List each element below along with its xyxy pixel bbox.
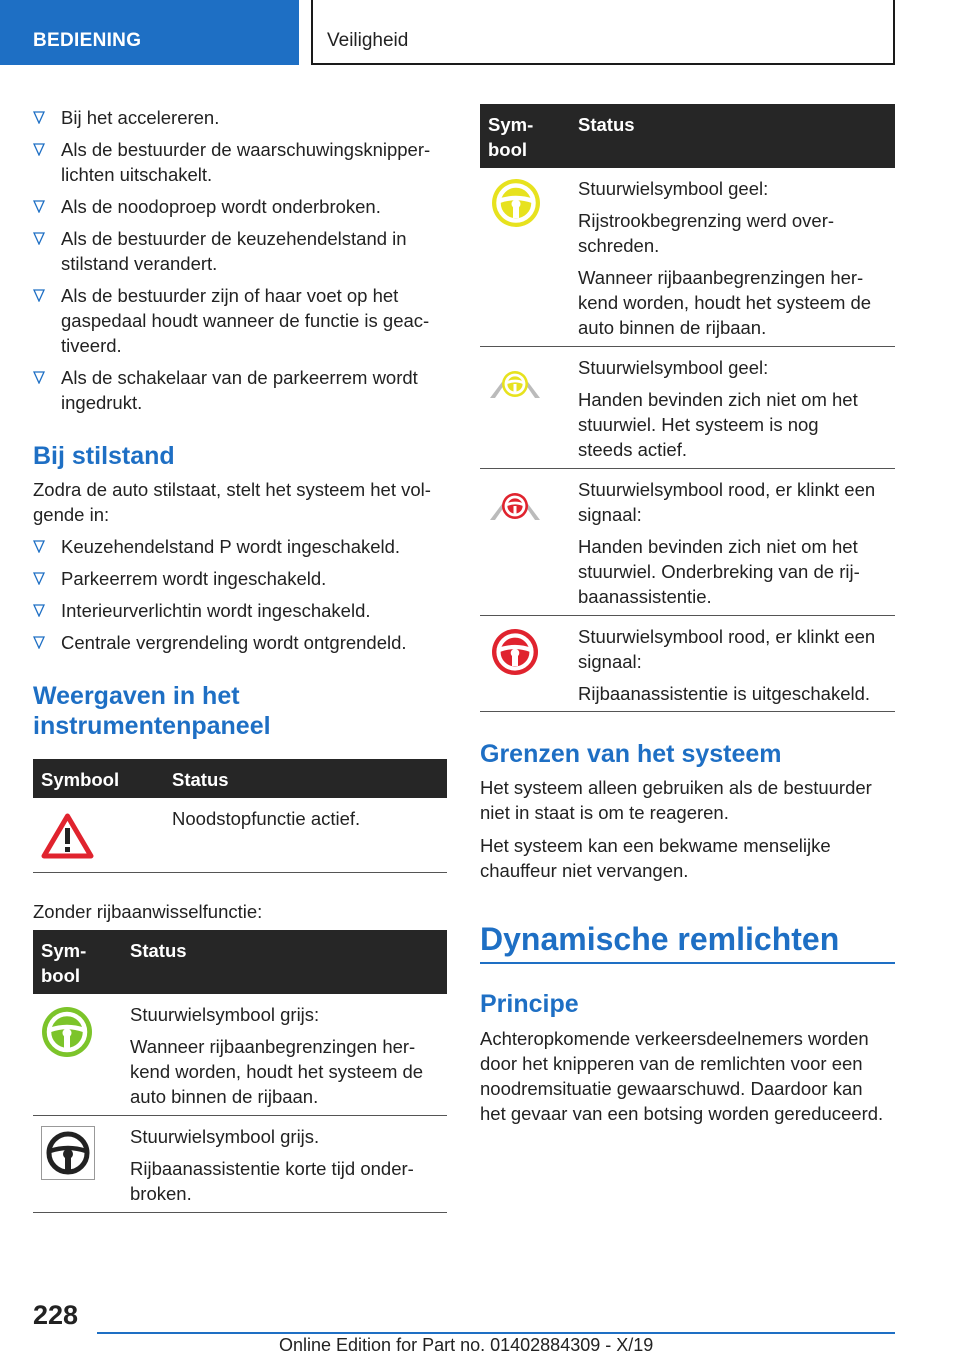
list-item: Als de schakelaar van de parkeerrem wordt ingedrukt. [33, 365, 418, 415]
steering-wheel-yellow-icon [491, 178, 541, 228]
table-divider [33, 1115, 447, 1116]
triangle-bullet-icon [33, 604, 45, 617]
warning-triangle-icon [41, 813, 94, 859]
triangle-bullet-icon [33, 143, 45, 156]
steering-wheel-green-icon [41, 1006, 93, 1058]
col-symbool: Symbool [41, 769, 120, 790]
triangle-bullet-icon [33, 289, 45, 302]
section-title: BEDIENING [33, 30, 142, 51]
heading-principe: Principe [480, 990, 579, 1018]
triangle-bullet-icon [33, 636, 45, 649]
steering-wheel-red-icon [491, 628, 539, 676]
table-cell-status: Wanneer rijbaanbegrenzingen her- kend worden, houdt het systeem de auto binnen de rijbaan. [130, 1036, 424, 1107]
heading-grenzen: Grenzen van het systeem [480, 740, 782, 768]
page-number: 228 [33, 1300, 79, 1330]
list-item: Als de bestuurder de waarschuwingsknipper- lichten uitschakelt. [33, 137, 430, 187]
table-cell-status: Stuurwielsymbool grijs. [130, 1126, 320, 1147]
table-divider [480, 615, 895, 616]
heading-underline [480, 962, 895, 964]
triangle-bullet-icon [33, 540, 45, 553]
col-status: Status [130, 940, 187, 961]
heading-dynamische-remlichten: Dynamische remlichten [480, 921, 840, 957]
table-divider [480, 711, 895, 712]
list-item: Parkeerrem wordt ingeschakeld. [33, 566, 326, 591]
table-cell-status: Stuurwielsymbool rood, er klinkt een signaal: [578, 479, 876, 525]
table-cell-status: Noodstopfunctie actief. [172, 808, 361, 829]
table-divider [33, 1212, 447, 1213]
heading-bij-stilstand: Bij stilstand [33, 442, 175, 470]
list-item: Als de noodoproep wordt onderbroken. [33, 194, 381, 219]
steering-wheel-grey-icon [41, 1126, 95, 1180]
table-header [33, 759, 447, 798]
list-item: Interieurverlichtin wordt ingeschakeld. [33, 598, 371, 623]
list-item: Als de bestuurder de keuzehendelstand in stilstand verandert. [33, 226, 407, 276]
paragraph: Het systeem kan een bekwame menselijke chauffeur niet vervangen. [480, 835, 831, 881]
steering-wheel-red-hands-icon [488, 488, 542, 524]
triangle-bullet-icon [33, 232, 45, 245]
table-cell-status: Rijstrookbegrenzing werd over- schreden. [578, 210, 835, 256]
list-item: Centrale vergrendeling wordt ontgrendeld. [33, 630, 407, 655]
table-cell-status: Handen bevinden zich niet om het stuurwiel. Het systeem is nog steeds actief. [578, 389, 858, 460]
paragraph: Zonder rijbaanwisselfunctie: [33, 901, 263, 922]
table-cell-status: Rijbaanassistentie korte tijd onder- broken. [130, 1158, 414, 1204]
table-divider [33, 872, 447, 873]
chapter-tab [311, 0, 895, 65]
edition-info: Online Edition for Part no. 01402884309 - X/19 [279, 1335, 654, 1355]
steering-wheel-yellow-hands-icon [488, 366, 542, 402]
table-cell-status: Wanneer rijbaanbegrenzingen her- kend worden, houdt het systeem de auto binnen de rijbaan. [578, 267, 872, 338]
footer-rule [97, 1332, 895, 1334]
triangle-bullet-icon [33, 572, 45, 585]
paragraph: Achteropkomende verkeersdeelnemers worden door het knipperen van de remlichten voor een noodremsituatie gewaarschuwd. Daardoor kan het gevaar van een botsing worden gereduceerd. [480, 1028, 884, 1124]
paragraph: Het systeem alleen gebruiken als de bestuurder niet in staat is om te reageren. [480, 777, 872, 823]
table-cell-status: Stuurwielsymbool geel: [578, 357, 769, 378]
triangle-bullet-icon [33, 111, 45, 124]
table-header: Sym- bool Status [480, 104, 895, 168]
triangle-bullet-icon [33, 371, 45, 384]
table-cell-status: Rijbaanassistentie is uitgeschakeld. [578, 683, 871, 704]
list-item: Keuzehendelstand P wordt ingeschakeld. [33, 534, 400, 559]
list-item: Bij het accelereren. [33, 105, 219, 130]
table-divider [480, 346, 895, 347]
section-tab [0, 0, 299, 65]
table-cell-status: Stuurwielsymbool geel: [578, 178, 769, 199]
paragraph: Zodra de auto stilstaat, stelt het systeem het vol- gende in: [33, 479, 431, 525]
table-cell-status: Handen bevinden zich niet om het stuurwiel. Onderbreking van de rij- baanassistentie. [578, 536, 860, 607]
table-cell-status: Stuurwielsymbool rood, er klinkt een signaal: [578, 626, 876, 672]
col-status: Status [172, 769, 229, 790]
table-divider [480, 468, 895, 469]
col-status: Status [578, 114, 635, 135]
table-header: Sym- bool Status [33, 930, 447, 994]
list-item: Als de bestuurder zijn of haar voet op het gaspedaal houdt wanneer de functie is geac- tiveerd. [33, 283, 429, 358]
triangle-bullet-icon [33, 200, 45, 213]
chapter-title: Veiligheid [327, 30, 409, 51]
heading-weergaven: Weergaven in het instrumentenpaneel [33, 682, 271, 740]
table-cell-status: Stuurwielsymbool grijs: [130, 1004, 320, 1025]
